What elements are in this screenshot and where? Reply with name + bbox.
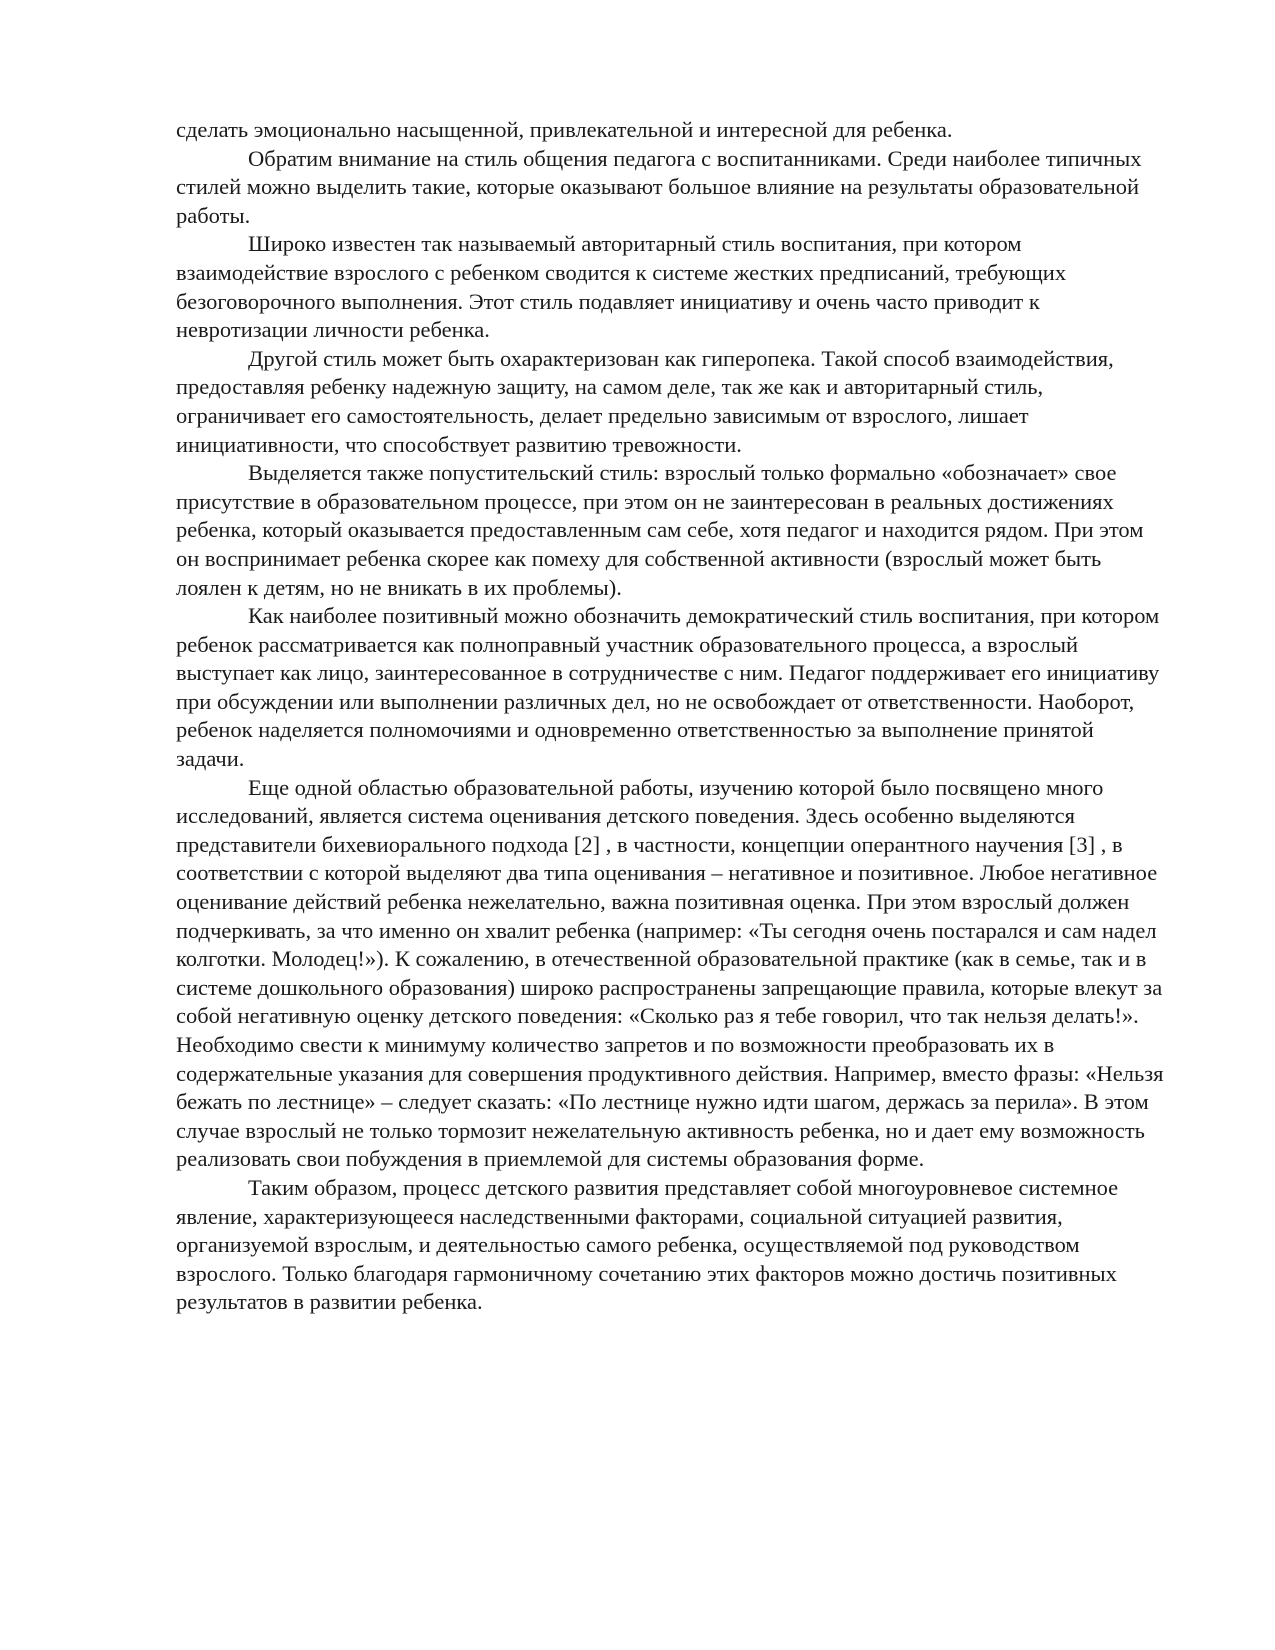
paragraph-conclusion: Таким образом, процесс детского развития представляет собой многоуровневое системное явление, характеризующееся наследственными факторами, социальной ситуацией развития, организуемой взрослым, и деятельностью самого ребенка, осуществляемой под руководством взрослого. Только благодаря гармоничному сочетанию этих факторов можно достичь позитивных результатов в развитии ребенка. [176, 1174, 1119, 1315]
paragraph-communication-style: Обратим внимание на стиль общения педагога с воспитанниками. Среди наиболее типичных стилей можно выделить такие, которые оказывают большое влияние на результаты образовательной работы. [176, 145, 1142, 228]
body-text [176, 116, 1166, 1317]
paragraph-democratic-style: Как наиболее позитивный можно обозначить демократический стиль воспитания, при котором ребенок рассматривается как полноправный участник образовательного процесса, а взрослый выступает как лицо, заинтересованное в сотрудничестве с ним. Педагог поддерживает его инициативу при обсуждении или выполнении различных дел, но не освобождает от ответственности. Наоборот, ребенок наделяется полномочиями и одновременно ответственностью за выполнение принятой задачи. [176, 603, 1160, 772]
paragraph-permissive-style: Выделяется также попустительский стиль: взрослый только формально «обозначает» свое присутствие в образовательном процессе, при этом он не заинтересован в реальных достижениях ребенка, который оказывается предоставленным сам себе, хотя педагог и находится рядом. При этом он воспринимает ребенка скорее как помеху для собственной активности (взрослый может быть лоялен к детям, но не вникать в их проблемы). [176, 460, 1144, 600]
paragraph-authoritarian-style: Широко известен так называемый авторитарный стиль воспитания, при котором взаимодействие взрослого с ребенком сводится к системе жестких предписаний, требующих безоговорочного выполнения. Этот стиль подавляет инициативу и очень часто приводит к невротизации личности ребенка. [176, 231, 1067, 343]
paragraph-overprotection-style: Другой стиль может быть охарактеризован как гиперопека. Такой способ взаимодействия, предоставляя ребенку надежную защиту, на самом деле, так же как и авторитарный стиль, ограничивает его самостоятельность, делает предельно зависимым от взрослого, лишает инициативности, что способствует развитию тревожности. [176, 345, 1114, 457]
paragraph-continuation: сделать эмоционально насыщенной, привлекательной и интересной для ребенка. [176, 117, 953, 142]
paragraph-evaluation-system: Еще одной областью образовательной работы, изучению которой было посвящено много исследований, является система оценивания детского поведения. Здесь особенно выделяются представители бихевиорального подхода [2] , в частности, концепции оперантного научения [3] , в соответствии с которой выделяют два типа оценивания – негативное и позитивное. Любое негативное оценивание действий ребенка нежелательно, важна позитивная оценка. При этом взрослый должен подчеркивать, за что именно он хвалит ребенка (например: «Ты сегодня очень постарался и сам надел колготки. Молодец!»). К сожалению, в отечественной образовательной практике (как в семье, так и в системе дошкольного образования) широко распространены запрещающие правила, которые влекут за собой негативную оценку детского поведения: «Сколько раз я тебе говорил, что так нельзя делать!». Необходимо свести к минимуму количество запретов и по возможности преобразовать их в содержательные указания для совершения продуктивного действия. Например, вместо фразы: «Нельзя бежать по лестнице» – следует сказать: «По лестнице нужно идти шагом, держась за перила». В этом случае взрослый не только тормозит нежелательную активность ребенка, но и дает ему возможность реализовать свои побуждения в приемлемой для системы образования форме. [176, 774, 1164, 1172]
